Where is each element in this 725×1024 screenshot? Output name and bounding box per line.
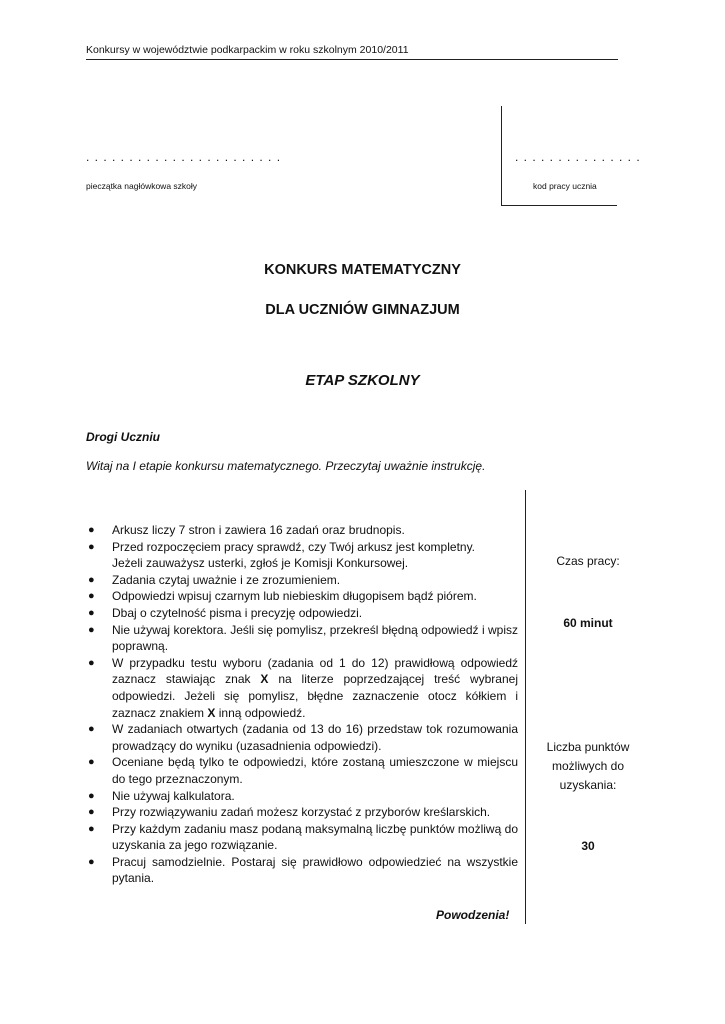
- rule-text: Odpowiedzi wpisuj czarnym lub niebieskim długopisem bądź piórem.: [112, 589, 477, 604]
- bullet-icon: ●: [88, 623, 95, 636]
- instructions-list: [86, 522, 518, 887]
- rule-text: inną odpowiedź.: [215, 705, 306, 720]
- list-item: [86, 721, 518, 754]
- header-divider: [86, 59, 618, 60]
- code-box-bottom-border: [501, 205, 617, 206]
- list-item: [86, 572, 518, 589]
- mark-x: X: [207, 705, 216, 720]
- points-label: Liczba punktów możliwych do uzyskania:: [546, 740, 630, 792]
- list-item: [86, 788, 518, 805]
- list-item: [86, 539, 518, 572]
- list-item: [86, 605, 518, 622]
- bullet-icon: ●: [88, 573, 95, 586]
- list-item: [86, 588, 518, 605]
- bullet-icon: ●: [88, 822, 95, 835]
- bullet-icon: ●: [88, 656, 95, 669]
- contest-subtitle: DLA UCZNIÓW GIMNAZJUM: [265, 302, 460, 318]
- stage-title: ETAP SZKOLNY: [305, 372, 420, 389]
- contest-title: KONKURS MATEMATYCZNY: [264, 262, 461, 278]
- time-label: Czas pracy:: [556, 554, 620, 568]
- school-stamp-field: . . . . . . . . . . . . . . . . . . . . . . .: [86, 150, 282, 164]
- rule-text: Dbaj o czytelność pisma i precyzję odpowiedzi.: [112, 605, 363, 620]
- sidebar-divider: [525, 490, 526, 924]
- list-item: [86, 804, 518, 821]
- bullet-icon: ●: [88, 524, 95, 536]
- list-item: [86, 754, 518, 787]
- points-value: 30: [581, 839, 595, 853]
- bullet-icon: ●: [88, 756, 95, 769]
- closing-text: Powodzenia!: [436, 908, 510, 922]
- rule-text: W przypadku testu wyboru (zadania od 1 do 12) prawidłową odpowiedź zaznacz stawiając znak: [112, 655, 518, 687]
- greeting: Drogi Uczniu: [86, 430, 160, 444]
- list-item: [86, 821, 518, 854]
- rule-text: W zadaniach otwartych (zadania od 13 do 16) przedstaw tok rozumowania prowadzący do wyniku (uzasadnienia odpowiedzi).: [112, 722, 518, 753]
- school-stamp-label: pieczątka nagłówkowa szkoły: [86, 181, 198, 191]
- contest-header: Konkursy w województwie podkarpackim w roku szkolnym 2010/2011: [86, 44, 409, 56]
- list-item: [86, 655, 518, 721]
- rule-text: na literze poprzedzającej treść wybranej odpowiedzi. Jeżeli się pomylisz, błędne zaznaczenie otocz kółkiem i zaznacz znakiem: [112, 672, 518, 720]
- rule-text: Pracuj samodzielnie. Postaraj się prawidłowo odpowiedzieć na wszystkie pytania.: [112, 854, 518, 886]
- bullet-icon: ●: [88, 723, 95, 736]
- student-code-field: . . . . . . . . . . . . . . .: [515, 150, 641, 164]
- list-item: [86, 522, 518, 539]
- rule-text: Przy rozwiązywaniu zadań możesz korzystać z przyborów kreślarskich.: [112, 805, 491, 820]
- list-item: [86, 854, 518, 887]
- rule-text: Nie używaj korektora. Jeśli się pomylisz, przekreśl błędną odpowiedź i wpisz poprawną.: [112, 622, 518, 654]
- rule-text-continued: Jeżeli zauważysz usterki, zgłoś je Komisji Konkursowej.: [112, 556, 409, 571]
- rule-text: Arkusz liczy 7 stron i zawiera 16 zadań oraz brudnopis.: [112, 523, 405, 537]
- rule-text: Przy każdym zadaniu masz podaną maksymalną liczbę punktów możliwą do uzyskania za jego rozwiązanie.: [112, 821, 518, 853]
- list-item: [86, 622, 518, 655]
- bullet-icon: ●: [88, 806, 95, 819]
- student-code-label: kod pracy ucznia: [533, 181, 597, 191]
- time-value: 60 minut: [563, 616, 613, 630]
- rule-text: Oceniane będą tylko te odpowiedzi, które zostaną umieszczone w miejscu do tego przeznaczonym.: [112, 755, 518, 786]
- code-box-left-border: [501, 106, 502, 206]
- rule-text: Przed rozpoczęciem pracy sprawdź, czy Twój arkusz jest kompletny.: [112, 539, 476, 554]
- rule-text: Zadania czytaj uważnie i ze zrozumieniem.: [112, 572, 341, 587]
- bullet-icon: ●: [88, 606, 95, 619]
- bullet-icon: ●: [88, 540, 95, 553]
- mark-x: X: [260, 672, 269, 687]
- rule-text: Nie używaj kalkulatora.: [112, 788, 235, 803]
- bullet-icon: ●: [88, 855, 95, 868]
- bullet-icon: ●: [88, 789, 95, 802]
- intro-text: Witaj na I etapie konkursu matematycznego. Przeczytaj uważnie instrukcję.: [86, 459, 486, 473]
- bullet-icon: ●: [88, 590, 95, 603]
